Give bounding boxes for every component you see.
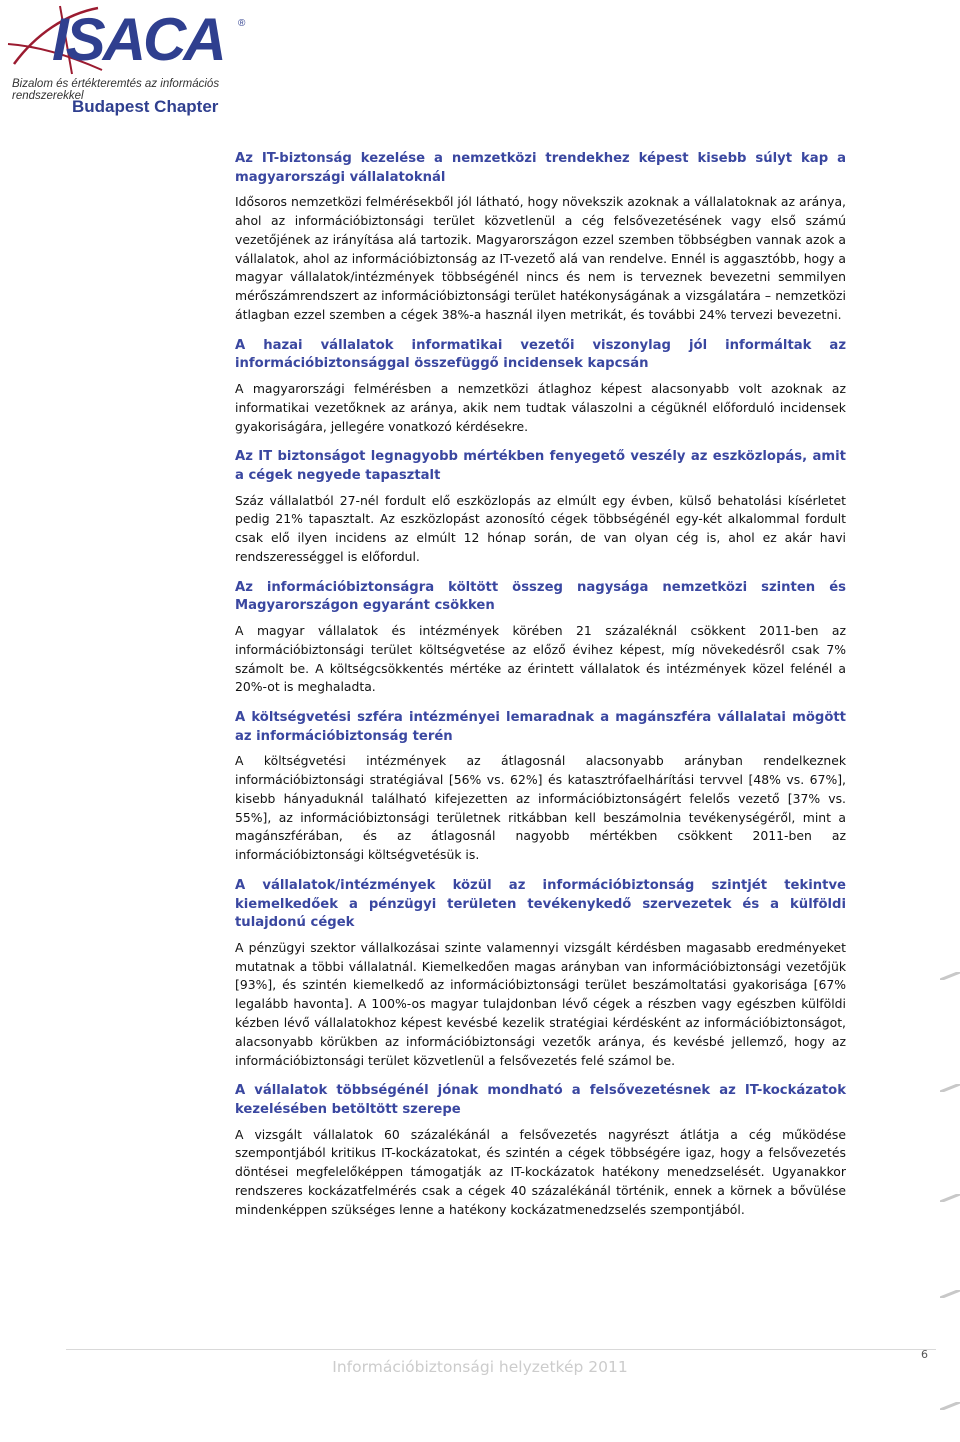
section [235, 1082, 846, 1219]
edge-decoration-icon [940, 1402, 960, 1410]
section-body [235, 939, 846, 1071]
footer-title: Információbiztonsági helyzetkép 2011 [332, 1358, 628, 1376]
logo-wordmark: ISACA [52, 6, 224, 73]
chapter-name: Budapest Chapter [72, 97, 219, 116]
paragraph: A vizsgált vállalatok 60 százalékánál a felsővezetés nagyrészt átlátja a cég működése szempontjából kritikus IT-kockázatokat, és szintén a cégek többségére igaz, hogy a felsővezetés döntései megfelelőképpen támogatják az IT-kockázatok hatékony menedzselését. Ugyanakkor rendszeres kockázatfelmérés csak a cégek 40 százalékánál történik, ennek a körnek a bővülése mindenképpen szükséges lenne a hatékony kockázatmenedzselés szempontjából. [235, 1126, 846, 1217]
edge-decoration-icon [940, 1084, 960, 1092]
section-body [235, 1126, 846, 1220]
section [235, 877, 846, 1070]
section-heading: A vállalatok többségénél jónak mondható a felsővezetésnek az IT-kockázatok kezelésében betöltött szerepe [235, 1083, 846, 1118]
section-body [235, 193, 846, 325]
section [235, 337, 846, 437]
section-heading: Az IT-biztonság kezelése a nemzetközi trendekhez képest kisebb súlyt kap a magyarországi vállalatoknál [235, 151, 846, 185]
section-heading: A hazai vállalatok informatikai vezetői viszonylag jól informáltak az információbiztonsággal összefüggő incidensek kapcsán [235, 337, 846, 372]
section-heading: A költségvetési szféra intézményei lemaradnak a magánszféra vállalatai mögött az információbiztonság terén [235, 710, 846, 744]
section [235, 709, 846, 865]
paragraph: Idősoros nemzetközi felmérésekből jól látható, hogy növekszik azoknak a vállalatoknak az aránya, ahol az információbiztonsági terület közvetlenül a cég felsővezetésének vagy első számú vezetőjének az irányítása alá tartozik. Magyarországon ezzel szemben többségben vannak azok a vállalatok, ahol az információbiztonság az IT-vezető alá van rendelve. Ennél is aggasztóbb, hogy a magyar vállalatok/intézmények többségénél nincs és nem is terveznek bevezetni semmilyen mérőszámrendszert az információbiztonsági terület hatékonyságának a vizsgálatára – nemzetközi átlagban ezzel szemben a cégek 38%-a használ ilyen metrikát, és további 24% tervezi bevezetni. [235, 194, 846, 322]
paragraph: Száz vállalatból 27-nél fordult elő eszközlopás az elmúlt egy évben, külső behatolási kísérletet pedig 21% tapasztalt. Az eszközlopást azonosító cégek többségénél egy-két alkalommal fordult csak elő ilyen incidens az elmúlt 12 hónap során, de van olyan cég is, ahol ez akár havi rendszerességgel is előfordul. [235, 492, 846, 564]
section-heading: Az információbiztonságra költött összeg nagysága nemzetközi szinten és Magyarországon egyaránt csökken [235, 579, 846, 614]
section-body [235, 622, 846, 697]
registered-mark: ® [238, 18, 246, 29]
edge-decoration-icon [940, 1290, 960, 1298]
section-body [235, 752, 846, 865]
paragraph: A pénzügyi szektor vállalkozásai szinte valamennyi vizsgált kérdésben magasabb eredményeket mutatnak a többi vállalatnál. Kiemelkedően magas arányban van információbiztonsági vezetőjük [93%], és szintén kiemelkedő az információbiztonsági terület beszámoltatási gyakorisága [67% legalább havonta]. A 100%-os magyar tulajdonban lévő cégek a részben vagy egészben külföldi kézben lévő vállalatokhoz képest kevésbé kezelik stratégiai kérdésként az információbiztonságot, alacsonyabb körükben az információbiztonsági vezetők aránya, és kevésbé jellemző, hogy az információbiztonsági terület közvetlenül a felsővezetés felé számol be. [235, 939, 846, 1068]
footer-divider [66, 1349, 936, 1350]
section-heading: A vállalatok/intézmények közül az információbiztonság szintjét tekintve kiemelkedőek a pénzügyi területen tevékenykedő szervezetek és a külföldi tulajdonú cégek [235, 878, 846, 931]
section-heading: Az IT biztonságot legnagyobb mértékben fenyegető veszély az eszközlopás, amit a cégek negyede tapasztalt [235, 449, 846, 483]
paragraph: A magyarországi felmérésben a nemzetközi átlaghoz képest alacsonyabb volt azoknak az informatikai vezetőknek az aránya, akik nem tudtak válaszolni a cégüknél előforduló incidensek gyakoriságára, jellegére vonatkozó kérdésekre. [235, 380, 846, 434]
section [235, 448, 846, 566]
paragraph: A magyar vállalatok és intézmények körében 21 százaléknál csökkent 2011-ben az információbiztonsági terület költségvetése az előző évihez képest, míg növekedésről csak 7% számolt be. A költségcsökkentés mértéke az érintett vállalatok és intézmények közel felénél a 20%-ot is meghaladta. [235, 622, 846, 695]
section [235, 579, 846, 697]
page-number: 6 [921, 1348, 928, 1361]
edge-decoration-icon [940, 1194, 960, 1202]
section-body [235, 492, 846, 567]
edge-decoration-icon [940, 972, 960, 980]
paragraph: A költségvetési intézmények az átlagosnál alacsonyabb arányban rendelkeznek információbiztonsági stratégiával [56% vs. 62%] és katasztrófaelhárítási tervvel [48% vs. 67%], kisebb hányaduknál található kifejezetten az információbiztonságért felelős vezető [37% vs. 55%], az információbiztonsági területnek ritkábban kell beszámolnia tevékenységéről, mint a magánszférában, és az átlagosnál nagyobb mértékben csökkent 2011-ben az információbiztonsági költségvetésük is. [235, 753, 846, 863]
logo-tagline: Bizalom és értékteremtés az információs rendszerekkel [12, 78, 220, 102]
section-body [235, 380, 846, 436]
document-body [235, 150, 846, 1232]
section [235, 150, 846, 325]
isaca-logo [6, 4, 266, 116]
